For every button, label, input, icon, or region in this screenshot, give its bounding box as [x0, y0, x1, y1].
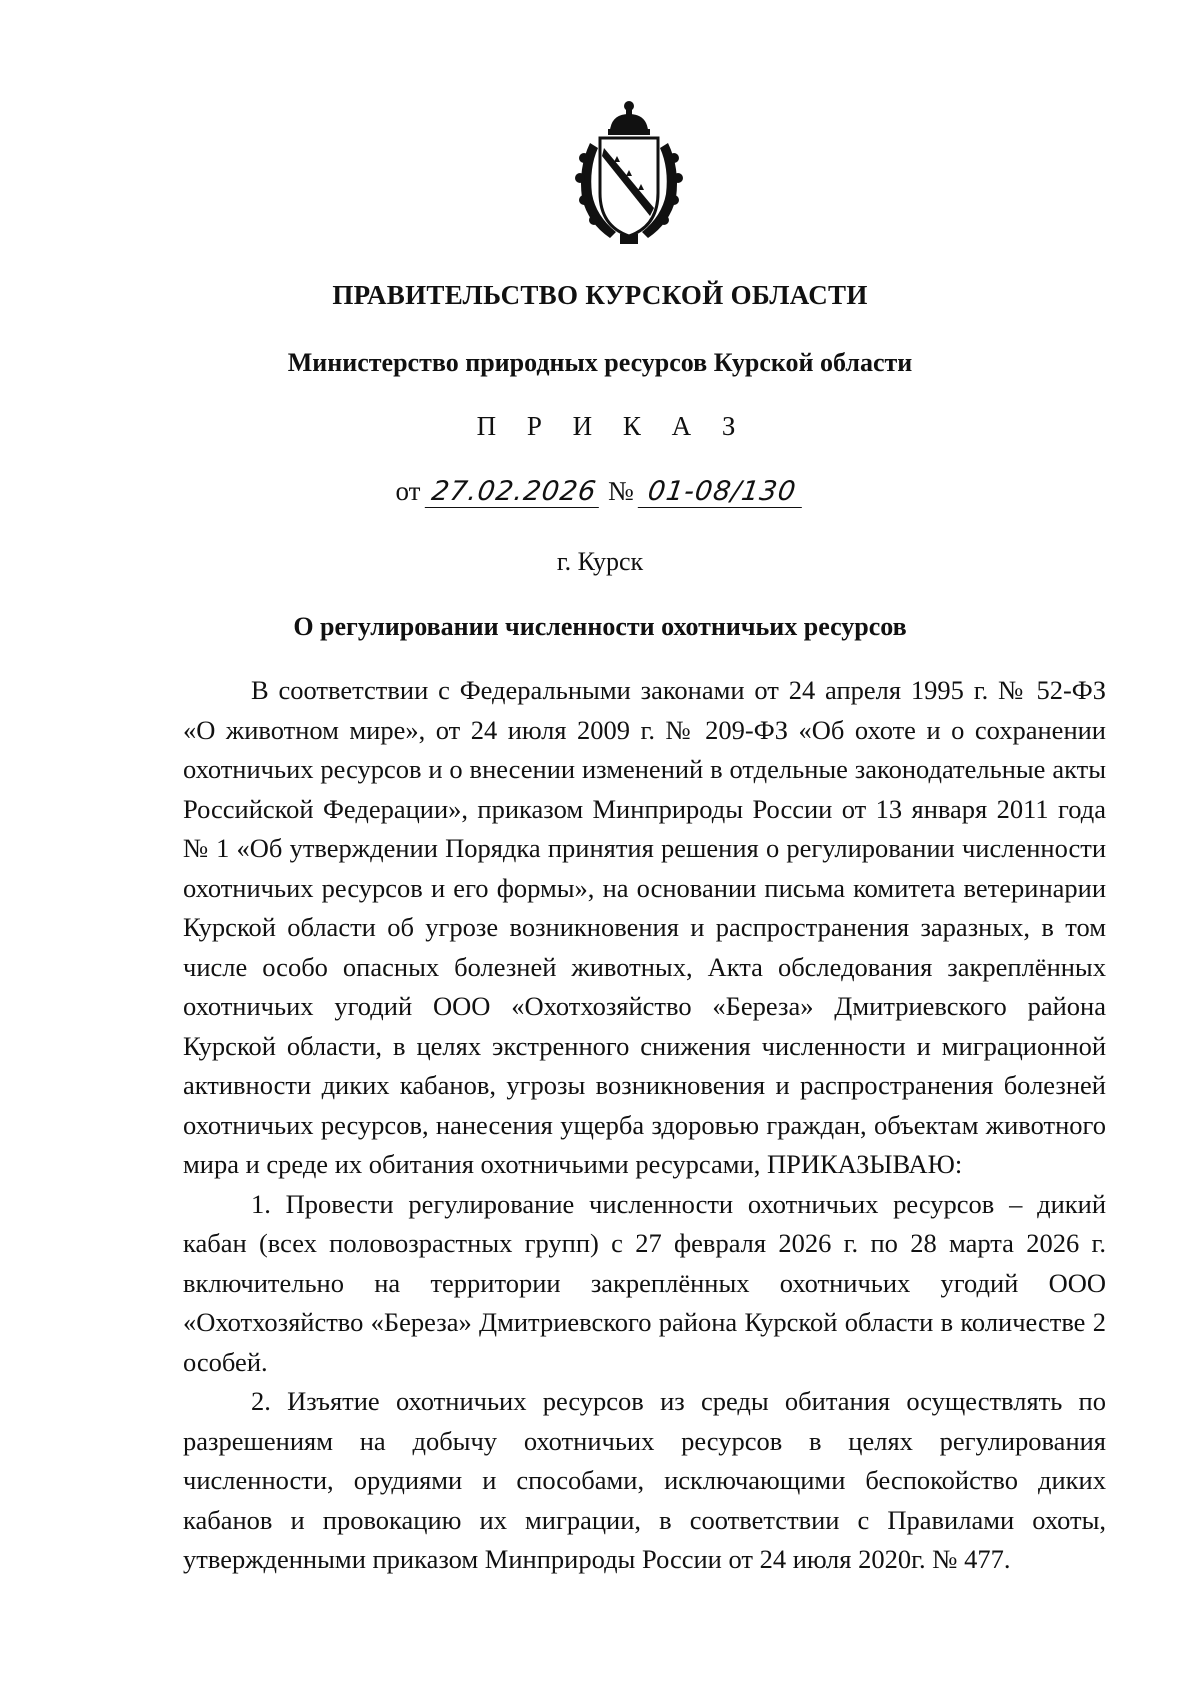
document-body — [183, 671, 1106, 1580]
government-title: ПРАВИТЕЛЬСТВО КУРСКОЙ ОБЛАСТИ — [332, 280, 868, 310]
order-number-line — [0, 476, 1200, 508]
document-type: П Р И К А З — [476, 411, 748, 441]
ministry-title: Министерство природных ресурсов Курской области — [287, 348, 913, 377]
coat-of-arms-emblem — [570, 98, 688, 248]
preamble-paragraph: В соответствии с Федеральными законами от 24 апреля 1995 г. № 52-ФЗ «О животном мире», от 24 июля 2009 г. № 209-ФЗ «Об охоте и о сохранении охотничьих ресурсов и о внесении изменений в отдельные законодательные акты Российской Федерации», приказом Минприроды России от 13 января 2011 года № 1 «Об утверждении Порядка принятия решения о регулировании численности охотничьих ресурсов и его формы», на основании письма комитета ветеринарии Курской области об угрозе возникновения и распространения заразных, в том числе особо опасных болезней животных, Акта обследования закреплённых охотничьих угодий ООО «Охотхозяйство «Береза» Дмитриевского района Курской области, в целях экстренного снижения численности и миграционной активности диких кабанов, угрозы возникновения и распространения болезней охотничьих ресурсов, нанесения ущерба здоровью граждан, объектам животного мира и среде их обитания охотничьими ресурсами, ПРИКАЗЫВАЮ: — [183, 675, 1106, 1179]
clause-1-paragraph: 1. Провести регулирование численности охотничьих ресурсов – дикий кабан (всех половозрастных групп) с 27 февраля 2026 г. по 28 марта 2026 г. включительно на территории закреплённых охотничьих угодий ООО «Охотхозяйство «Береза» Дмитриевского района Курской области в количестве 2 особей. — [183, 1188, 1106, 1377]
order-subject: О регулировании численности охотничьих ресурсов — [293, 612, 907, 641]
handwritten-date: 27.02.2026 — [425, 476, 603, 508]
clause-2-paragraph: 2. Изъятие охотничьих ресурсов из среды обитания осуществлять по разрешениям на добычу охотничьих ресурсов в целях регулирования численности, орудиями и способами, исключающими беспокойство диких кабанов и провокацию их миграции, в соответствии с Правилами охоты, утвержденными приказом Минприроды России от 24 июля 2020г. № 477. — [183, 1386, 1106, 1574]
number-label: № — [607, 476, 634, 506]
handwritten-number: 01-08/130 — [638, 476, 806, 508]
date-label: от — [395, 476, 421, 506]
city-line: г. Курск — [556, 547, 644, 576]
